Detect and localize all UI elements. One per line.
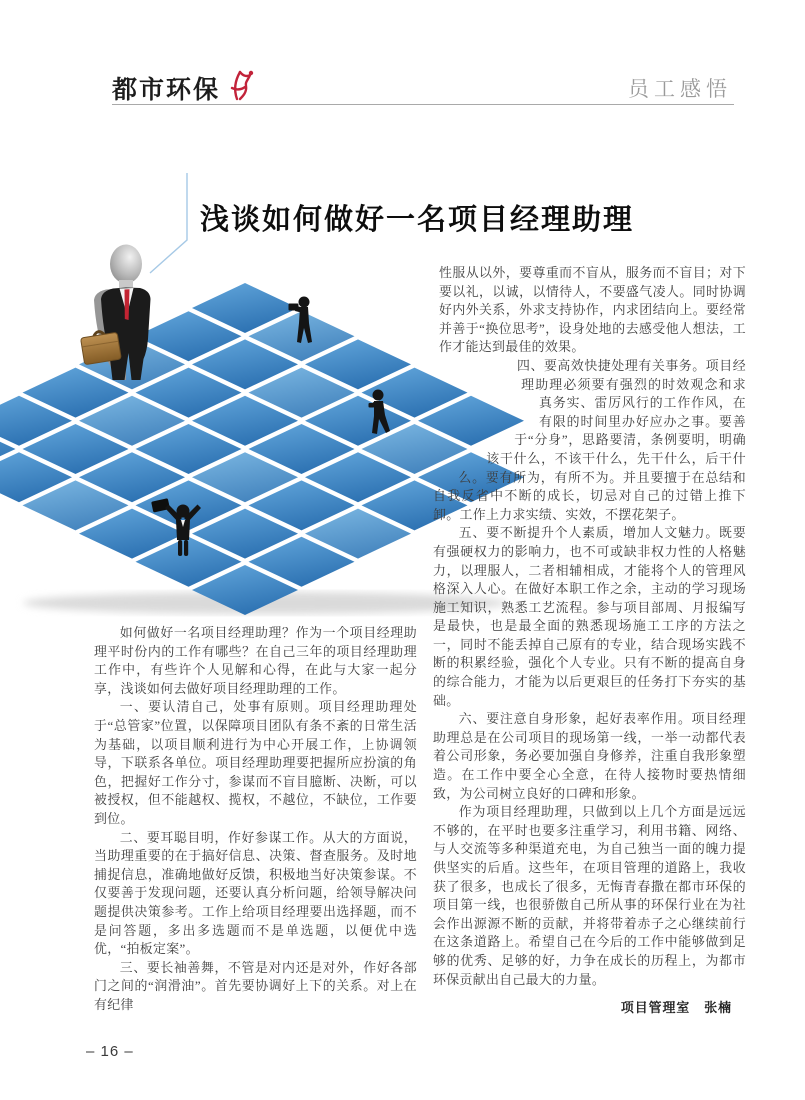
author-byline: 项目管理室 张楠 bbox=[620, 1001, 732, 1016]
paragraph: 六、要注意自身形象，起好表率作用。项目经理助理总是在公司项目的现场第一线，一举一动都代表着公司形象，务必要加强自身修养，注重自我形象塑造。在工作中要全心全意，在待人接物时要热情细致，为公司树立良好的口碑和形象。 bbox=[433, 712, 746, 801]
page-number: – 16 – bbox=[86, 1043, 134, 1060]
paragraph: 三、要长袖善舞，不管是对内还是对外，作好各部门之间的“润滑油”。首先要协调好上下的关系。对上在有纪律 bbox=[94, 960, 417, 1012]
wind-runner-icon bbox=[228, 68, 256, 104]
header-rule bbox=[112, 104, 734, 105]
paragraph: 二、要耳聪目明，作好参谋工作。从大的方面说，当助理重要的在于搞好信息、决策、督查服务。及时地捕捉信息，准确地做好反馈，积极地当好决策参谋。不仅要善于发现问题，还要认真分析问题，给领导解决问题提供决策参考。工作上给项目经理要出选择题，而不是问答题，多出多选题而不是单选题，以便优中选优，“拍板定案”。 bbox=[94, 830, 417, 957]
paragraph: 一、要认清自己，处事有原则。项目经理助理处于“总管家”位置，以保障项目团队有条不紊的日常生活为基础，以项目顺利进行为中心开展工作，上协调领导，下联系各单位。项目经理助理要把握所应扮演的角色，把握好工作分寸，参谋而不盲目臆断、决断，可以被授权，但不能越权、揽权，不越位，不缺位，工作要到位。 bbox=[94, 700, 417, 826]
section-label: 员工感悟 bbox=[628, 78, 732, 101]
businessman-figure bbox=[80, 245, 151, 381]
article-title: 浅谈如何做好一名项目经理助理 bbox=[200, 204, 635, 237]
magazine-logo: 都市环保 bbox=[112, 75, 221, 104]
paragraph: 四、要高效快捷处理有关事务。项目经理助理必须要有强烈的时效观念和求真务实、雷厉风行的工作作风，在有限的时间里办好应办之事。要善于“分身”，思路要清，条例要明，明确该干什么，不该干什么，先干什么，后干什么。要有所为，有所不为。并且要擅于在总结和自我反省中不断的成长，切忌对自己的过错上推下卸。工作上力求实绩、实效，不摆花架子。 bbox=[433, 358, 746, 522]
right-text-column bbox=[433, 264, 746, 1018]
left-text-column bbox=[94, 624, 417, 1014]
paragraph: 性服从以外，要尊重而不盲从，服务而不盲目；对下要以礼，以诚，以情待人，不要盛气凌人。同时协调好内外关系，外求支持协作，内求团结向上。要经常并善于“换位思考”，设身处地的去感受他人想法，工作才能达到最佳的效果。 bbox=[439, 266, 746, 355]
paragraph: 作为项目经理助理，只做到以上几个方面是远远不够的，在平时也要多注重学习，利用书籍、网络、与人交流等多种渠道充电，为自己独当一面的魄力提供坚实的后盾。这些年，在项目管理的道路上，我收获了很多，也成长了很多，无悔青春撒在都市环保的项目第一线，也很骄傲自己所从事的环保行业在为社会作出源源不断的贡献，并将带着赤子之心继续前行在这条道路上。希望自己在今后的工作中能够做到足够的优秀、足够的好，力争在成长的历程上，为都市环保贡献出自己最大的力量。 bbox=[433, 805, 746, 987]
paragraph: 五、要不断提升个人素质，增加人文魅力。既要有强硬权力的影响力，也不可或缺非权力性的人格魅力，以理服人，二者相辅相成，才能将个人的管理风格深入人心。在做好本职工作之余，主动的学习现场施工知识，熟悉工艺流程。参与项目部周、月报编写是最快，也是最全面的熟悉现场施工工序的方法之一，同时不能丢掉自己原有的专业，结合现场实践不断的积累经验，强化个人专业。只有不断的提高自身的综合能力，才能为以后更艰巨的任务打下夯实的基础。 bbox=[433, 526, 746, 708]
paragraph: 如何做好一名项目经理助理？作为一个项目经理助理平时份内的工作有哪些？在自己三年的项目经理助理工作中，有些许个人见解和心得，在此与大家一起分享，浅谈如何去做好项目经理助理的工作。 bbox=[94, 626, 417, 696]
